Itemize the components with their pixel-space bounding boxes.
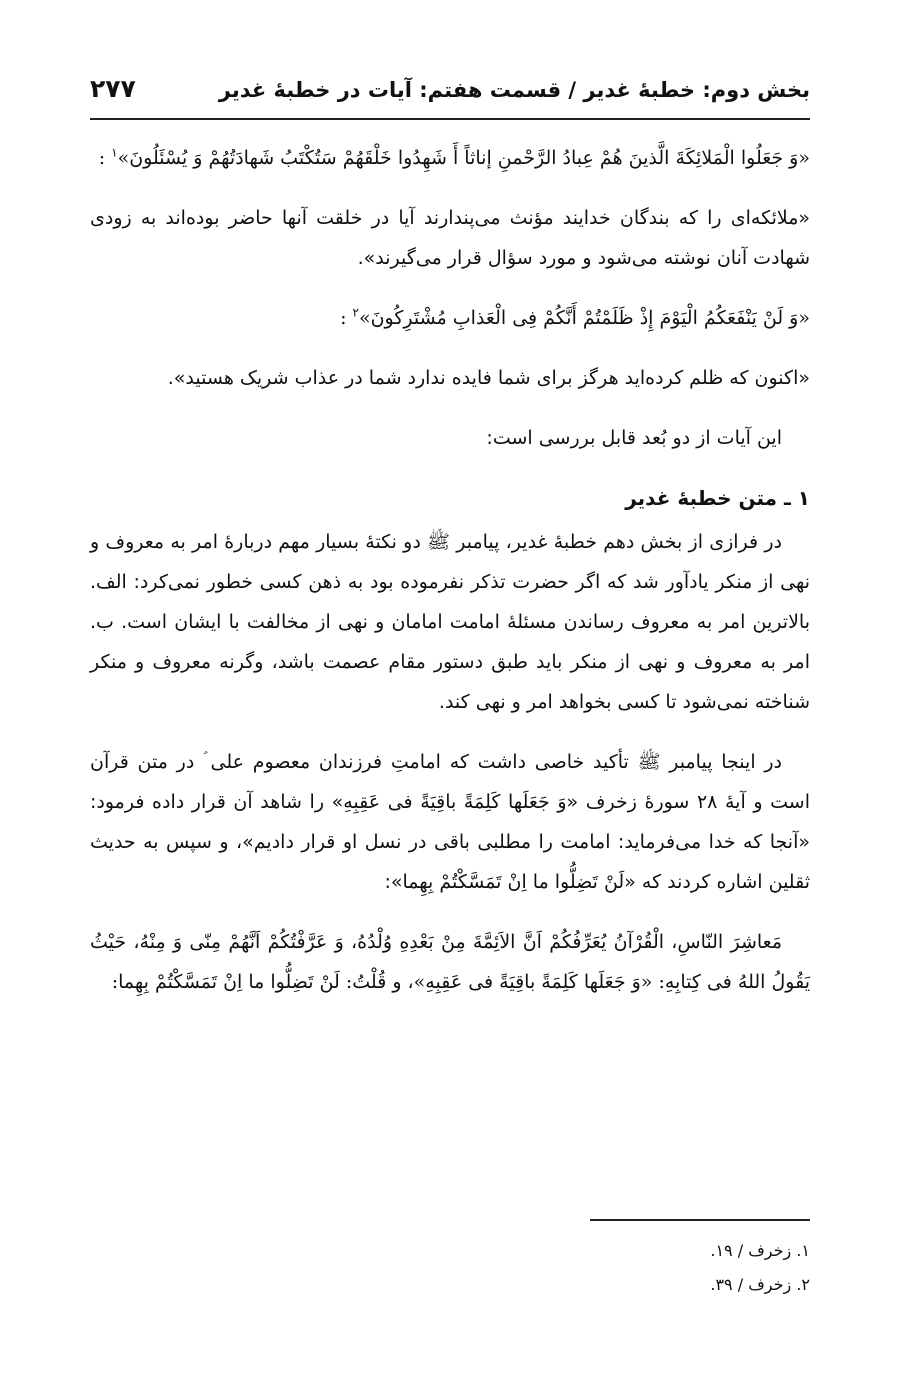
running-header-title: بخش دوم: خطبهٔ غدیر / قسمت هفتم: آیات در خطبهٔ غدیر <box>218 78 810 102</box>
running-header <box>90 72 810 112</box>
page-number: ۲۷۷ <box>90 74 136 103</box>
footnote-ref-1[interactable]: ۱ <box>111 145 118 160</box>
book-page <box>90 0 810 1390</box>
section-heading: ۱ ـ متن خطبهٔ غدیر <box>625 486 810 510</box>
header-divider <box>90 118 810 120</box>
verse-1 <box>90 138 810 178</box>
main-text <box>90 138 810 1022</box>
footnote-1: ۱. زخرف / ۱۹. <box>710 1241 810 1260</box>
intro-sentence: این آیات از دو بُعد قابل بررسی است: <box>486 427 782 449</box>
hadith-quote: مَعاشِرَ النّاسِ، الْقُرْآنُ یُعَرِّفُکُمْ اَنَّ الاَئِمَّةَ مِنْ بَعْدِهِ وُلْدُهُ، وَ عَرَّفْتُکُمْ اَنَّهُمْ مِنّی وَ مِنْهُ، حَیْثُ یَقُولُ اللهُ فی کِتابِهِ: «وَ جَعَلَها کَلِمَةً باقِیَةً فی عَقِبِهِ»، و قُلْتُ: لَنْ تَضِلُّوا ما اِنْ تَمَسَّکْتُمْ بِهِما: <box>90 931 810 993</box>
footnote-2: ۲. زخرف / ۳۹. <box>710 1275 810 1294</box>
verse-2-colon: : <box>340 307 347 329</box>
verse-2 <box>90 298 810 338</box>
verse-1-colon: : <box>98 147 106 169</box>
translation-1: «ملائکه‌ای را که بندگان خدایند مؤنث می‌پندارند آیا در خلقت آنها حاضر بوده‌اند به زودی شهادت آنان نوشته می‌شود و مورد سؤال قرار می‌گیرند». <box>90 207 810 269</box>
verse-2-text: «وَ لَنْ یَنْفَعَکُمُ الْیَوْمَ إِذْ ظَلَمْتُمْ أَنَّکُمْ فِی الْعَذابِ مُشْتَرِکُونَ» <box>358 307 810 329</box>
paragraph-1: در فرازی از بخش دهم خطبهٔ غدیر، پیامبر ﷺ دو نکتهٔ بسیار مهم دربارهٔ امر به معروف و نهی از منکر یادآور شد که اگر حضرت تذکر نفرموده بود به ذهن کسی خطور نمی‌کرد: الف. بالاترین امر به معروف رساندن مسئلهٔ امامت امامان و نهی از مخالفت با ایشان است. ب. امر به معروف و نهی از منکر باید طبق دستور مقام عصمت باشد، وگرنه معروف و منکر شناخته نمی‌شود تا کسی بخواهد امر و نهی کند. <box>90 531 810 713</box>
verse-1-text: «وَ جَعَلُوا الْمَلائِکَةَ الَّذینَ هُمْ عِبادُ الرَّحْمنِ إناثاً أَ شَهِدُوا خَلْقَهُمْ سَتُکْتَبُ شَهادَتُهُمْ وَ یُسْئَلُونَ» <box>117 147 810 169</box>
footnote-ref-2[interactable]: ۲ <box>352 305 359 320</box>
translation-2: «اکنون که ظلم کرده‌اید هرگز برای شما فایده ندارد شما در عذاب شریک هستید». <box>167 367 810 389</box>
footnote-divider <box>590 1219 810 1221</box>
footnotes <box>90 1234 810 1302</box>
paragraph-2: در اینجا پیامبر ﷺ تأکید خاصی داشت که امامتِ فرزندان معصوم علی ؑ در متن قرآن است و آیهٔ ۲۸ سورهٔ زخرف «وَ جَعَلَها کَلِمَةً باقِیَةً فی عَقِبِهِ» را شاهد آن قرار داده فرمود: «آنجا که خدا می‌فرماید: امامت را مطلبی باقی در نسل او قرار دادیم»، و سپس به حدیث ثقلین اشاره کردند که «لَنْ تَضِلُّوا ما اِنْ تَمَسَّکْتُمْ بِهِما»: <box>90 751 810 893</box>
